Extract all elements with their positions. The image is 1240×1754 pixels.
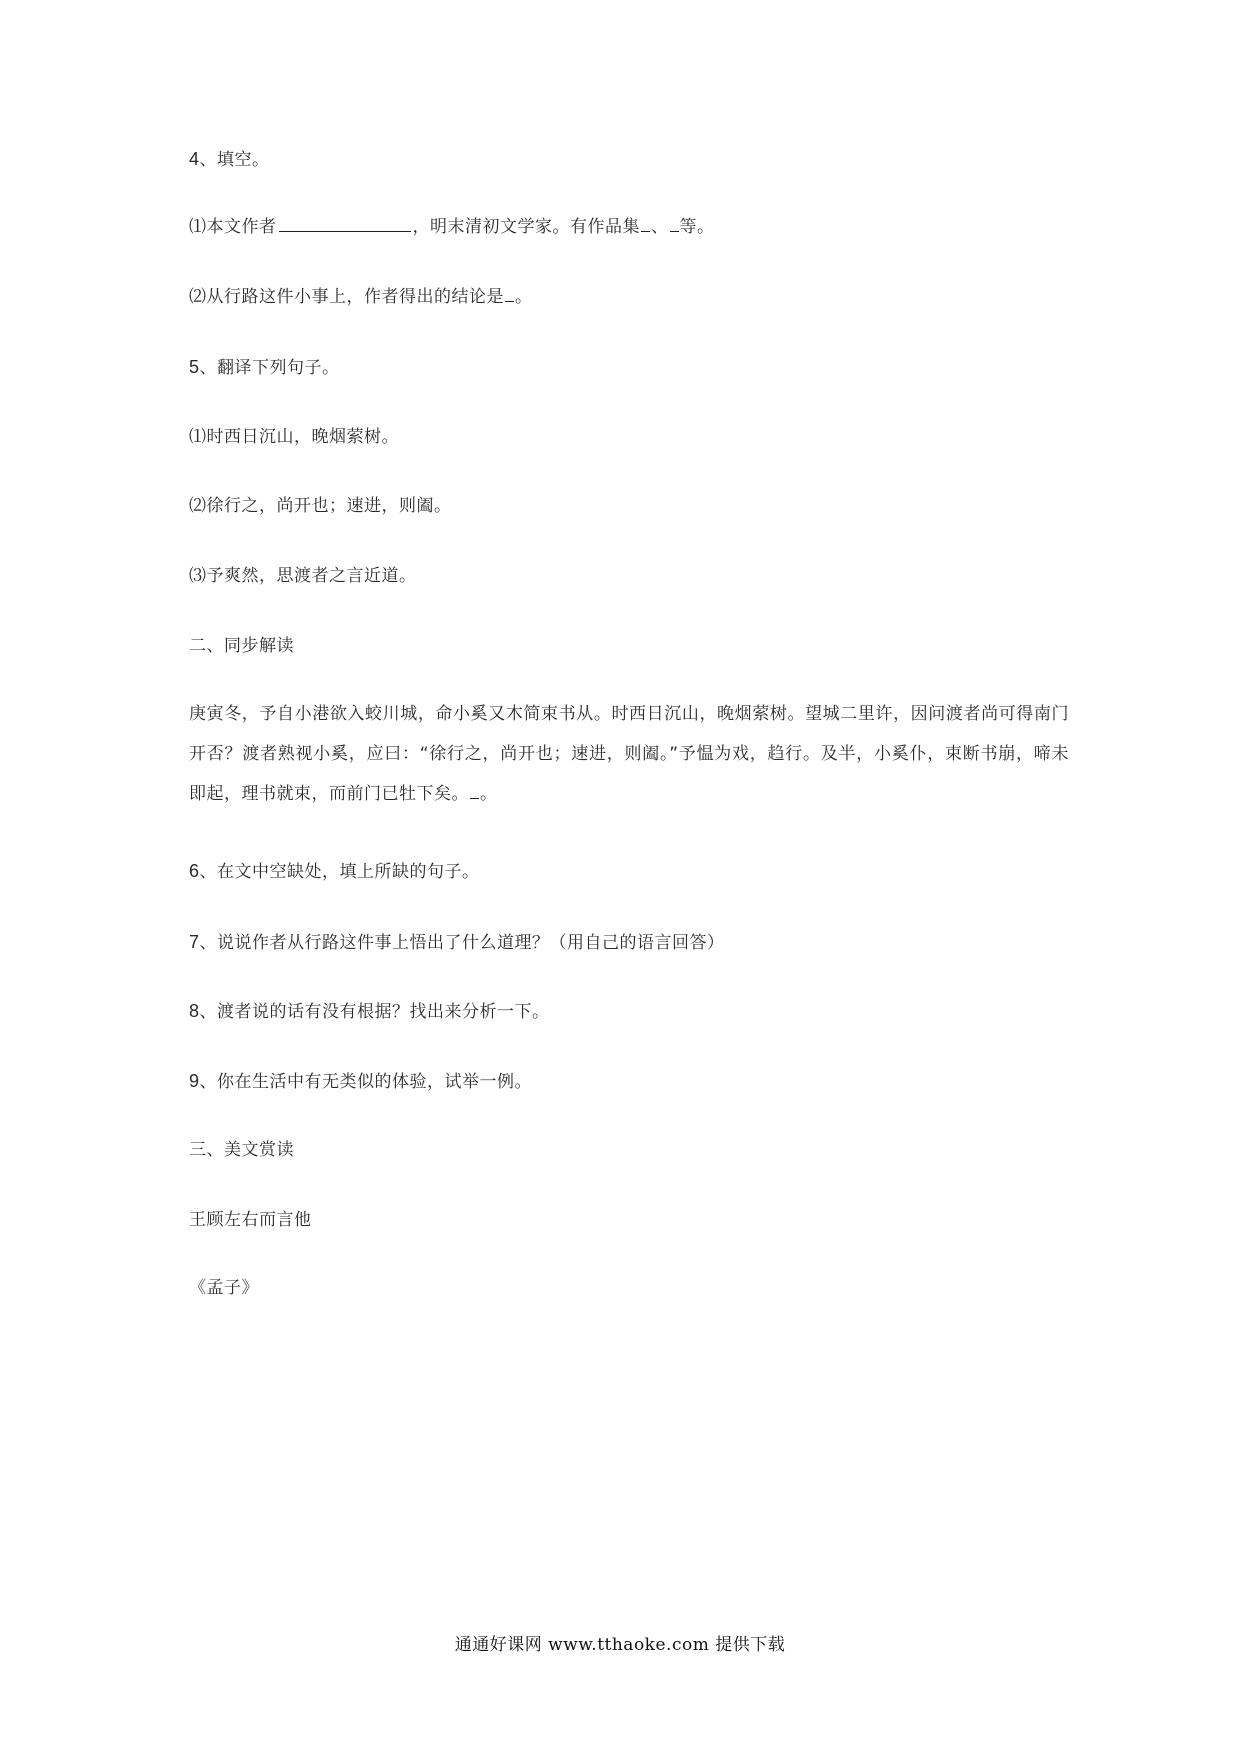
- q5-heading: [189, 355, 340, 380]
- author-blank: [279, 215, 411, 232]
- q4-heading-text: 、填空。: [199, 150, 270, 170]
- q6-text: 、在文中空缺处，填上所缺的句子。: [199, 862, 480, 882]
- page-footer: 通通好课网 www.tthaoke.com 提供下载: [454, 1635, 786, 1655]
- q5-heading-text: 、翻译下列句子。: [199, 358, 340, 378]
- q7-text: 、说说作者从行路这件事上悟出了什么道理？（用自己的语言回答）: [199, 933, 725, 953]
- q5-item-3: ⑶予爽然，思渡者之言近道。: [189, 566, 417, 586]
- q4-item1-prefix: ⑴本文作者: [189, 217, 277, 237]
- q4-number: 4: [189, 149, 200, 169]
- q4-item1-middle: ，明末清初文学家。有作品集: [412, 217, 640, 237]
- q4-item1-suffix: 等。: [679, 217, 715, 237]
- q8: [189, 999, 550, 1024]
- q4-item1: [189, 215, 715, 239]
- q4-heading: [189, 147, 270, 172]
- q7: [189, 930, 725, 955]
- article-source: 《孟子》: [189, 1278, 259, 1298]
- conclusion-blank: [505, 285, 514, 302]
- q5-item-2: ⑵徐行之，尚开也；速进，则阖。: [189, 496, 452, 516]
- q4-item2-prefix: ⑵从行路这件小事上，作者得出的结论是: [189, 287, 504, 307]
- q9: [189, 1069, 532, 1094]
- works-blank-2: [670, 215, 679, 232]
- passage-text: 庚寅冬，予自小港欲入蛟川城，命小奚又木简束书从。时西日沉山，晚烟萦树。望城二里许，因问渡者尚可得南门开否？渡者熟视小奚，应曰：“徐行之，尚开也；速进，则阖。”予愠为戏，趋行。及半，小奚仆，束断书崩，啼未即起，理书就束，而前门已牡下矣。: [189, 704, 1069, 804]
- q6-number: 6: [189, 861, 200, 881]
- q9-text: 、你在生活中有无类似的体验，试举一例。: [199, 1072, 533, 1092]
- article-title: 王顾左右而言他: [189, 1210, 312, 1230]
- q4-item2-suffix: 。: [515, 287, 533, 307]
- section3-title: 三、美文赏读: [189, 1140, 294, 1160]
- q8-number: 8: [189, 1001, 200, 1021]
- passage-end: 。: [480, 784, 498, 804]
- q6: [189, 859, 480, 884]
- q4-item2: [189, 285, 533, 309]
- section2-passage: [189, 694, 1069, 814]
- q7-number: 7: [189, 932, 200, 952]
- q8-text: 、渡者说的话有没有根据？找出来分析一下。: [199, 1002, 550, 1022]
- q4-item1-sep: 、: [651, 217, 669, 237]
- q9-number: 9: [189, 1071, 200, 1091]
- works-blank-1: [641, 215, 650, 232]
- q5-number: 5: [189, 357, 200, 377]
- section2-title: 二、同步解读: [189, 636, 294, 656]
- passage-blank: [470, 782, 479, 799]
- q5-item-1: ⑴时西日沉山，晚烟萦树。: [189, 427, 399, 447]
